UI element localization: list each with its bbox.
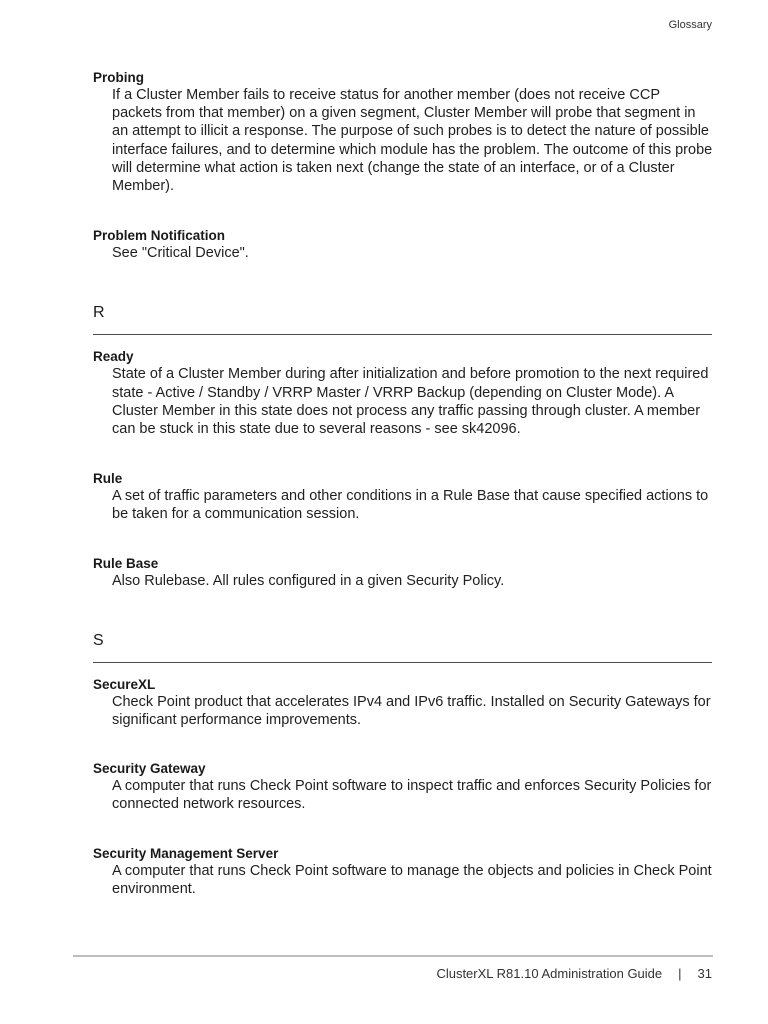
glossary-term: Ready	[93, 349, 134, 365]
glossary-entry-ready	[93, 348, 713, 438]
glossary-definition: A computer that runs Check Point software to manage the objects and policies in Check Point environment.	[112, 862, 712, 897]
section-divider	[93, 334, 712, 335]
glossary-term: Probing	[93, 70, 144, 85]
glossary-definition: State of a Cluster Member during after initialization and before promotion to the next required state - Active / Standby / VRRP Master / VRRP Backup (depending on Cluster Mode). A Cluster Member in this state does not process any traffic passing through cluster. A member can be stuck in this state due to several reasons - see sk42096.	[112, 366, 709, 438]
section-heading-s	[93, 631, 713, 663]
glossary-term: Security Gateway	[93, 761, 206, 777]
section-letter: S	[93, 631, 104, 649]
glossary-entry-security-management-server	[93, 845, 713, 898]
glossary-term: Security Management Server	[93, 845, 279, 861]
glossary-entry-problem-notification	[93, 227, 713, 262]
glossary-entry-rule-base	[93, 555, 713, 590]
glossary-term: Problem Notification	[93, 228, 226, 244]
page-number: 31	[697, 966, 712, 981]
glossary-definition: Also Rulebase. All rules configured in a given Security Policy.	[112, 572, 505, 589]
section-divider	[93, 662, 712, 663]
glossary-content	[93, 69, 713, 898]
footer-divider	[73, 955, 713, 957]
glossary-definition: See "Critical Device".	[112, 245, 249, 262]
running-header	[669, 19, 712, 31]
glossary-term: SecureXL	[93, 676, 156, 692]
glossary-definition: If a Cluster Member fails to receive status for another member (does not receive CCP packets from that member) on a given segment, Cluster Member will probe that segment in an attempt to illicit a response. The purpose of such probes is to detect the nature of possible interface failures, and to determine which module has the problem. The outcome of this probe will determine what action is taken next (change the state of an interface, or of a Cluster Member).	[112, 87, 713, 195]
section-letter: R	[93, 304, 105, 322]
footer-guide-title: ClusterXL R81.10 Administration Guide	[436, 966, 663, 981]
footer-separator: |	[678, 966, 682, 981]
glossary-definition: A set of traffic parameters and other conditions in a Rule Base that cause specified actions to be taken for a communication session.	[112, 488, 709, 523]
glossary-definition: A computer that runs Check Point software to inspect traffic and enforces Security Policies for connected network resources.	[112, 778, 712, 813]
glossary-entry-rule	[93, 470, 713, 523]
glossary-entry-probing	[93, 69, 713, 195]
glossary-term: Rule	[93, 471, 123, 487]
header-section-title: Glossary	[668, 19, 712, 31]
glossary-definition: Check Point product that accelerates IPv4 and IPv6 traffic. Installed on Security Gateways for significant performance improvements.	[112, 693, 711, 729]
page-footer	[436, 966, 712, 981]
section-heading-r	[93, 303, 713, 335]
glossary-entry-security-gateway	[93, 760, 713, 813]
glossary-entry-securexl	[93, 676, 713, 729]
glossary-term: Rule Base	[93, 555, 159, 571]
